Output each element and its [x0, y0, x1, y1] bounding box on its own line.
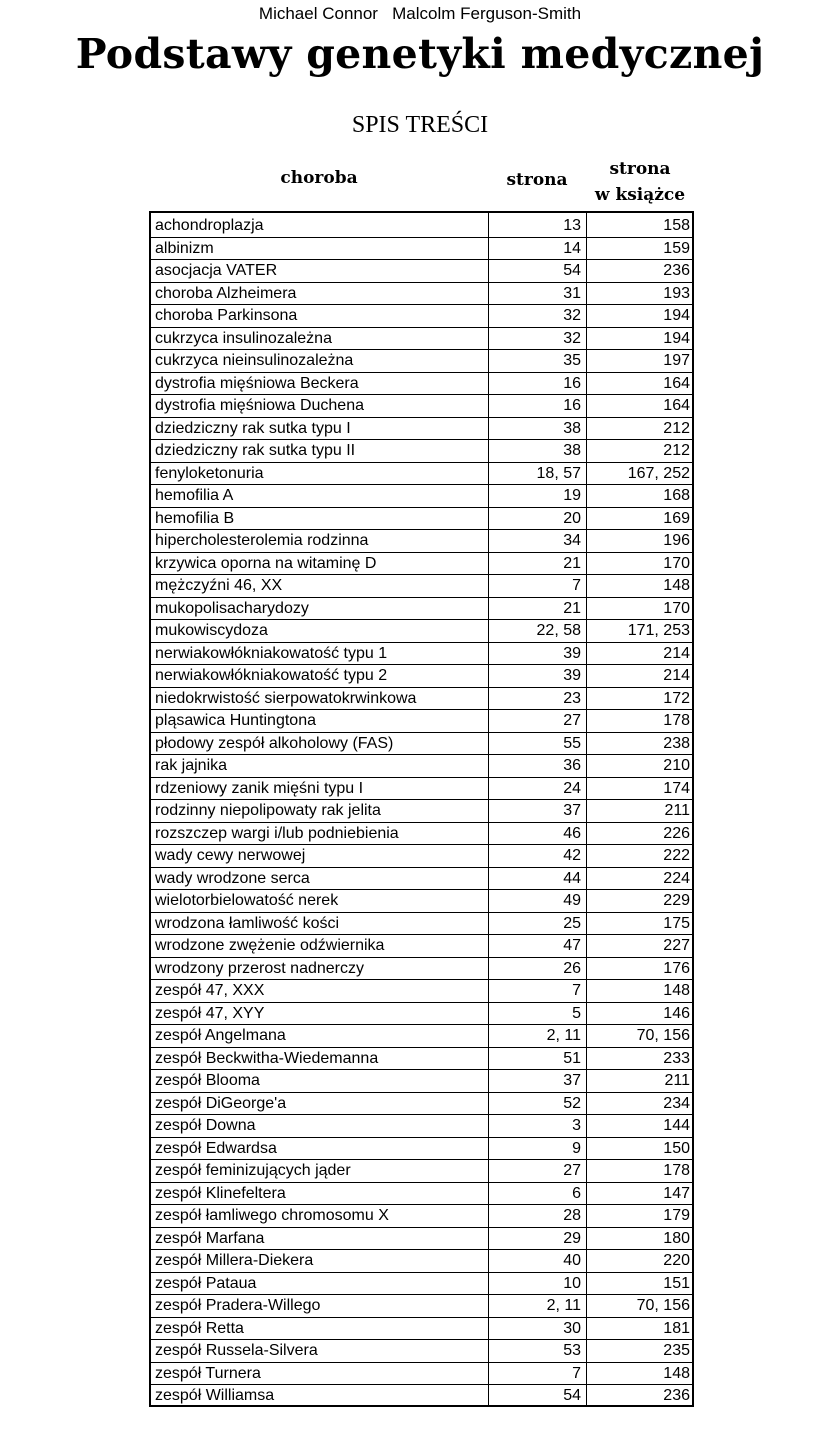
page-number: 20: [563, 509, 581, 527]
table-row: [151, 1205, 692, 1228]
column-header-book-page-line2: w książce: [594, 185, 686, 205]
book-page-number: 220: [663, 1252, 690, 1269]
page-number: 21: [563, 554, 581, 572]
disease-name: zespół feminizujących jąder: [155, 1162, 351, 1179]
book-page-number: 197: [663, 352, 690, 369]
column-header-page: strona: [506, 170, 568, 190]
page-number: 30: [563, 1319, 581, 1337]
column-header-book-page: [586, 156, 694, 208]
disease-name: zespół Millera-Diekera: [155, 1252, 314, 1269]
disease-name: zespół Pradera-Willego: [155, 1297, 321, 1314]
toc-title: SPIS TREŚCI: [351, 112, 489, 138]
disease-name: niedokrwistość sierpowatokrwinkowa: [155, 689, 417, 707]
table-row: [151, 238, 692, 261]
disease-name: krzywica oporna na witaminę D: [155, 554, 377, 572]
page-number: 24: [563, 779, 581, 797]
book-page-number: 170: [663, 599, 690, 617]
table-row: [151, 1273, 692, 1296]
disease-name: rdzeniowy zanik mięśni typu I: [155, 779, 364, 797]
book-page-number: 148: [663, 982, 690, 999]
disease-name: zespół Williamsa: [155, 1387, 275, 1404]
table-row: [151, 373, 692, 396]
authors: Michael Connor Malcolm Ferguson-Smith: [258, 4, 582, 23]
table-row: [151, 1228, 692, 1251]
table-row: [151, 778, 692, 801]
disease-name: zespół Beckwitha-Wiedemanna: [155, 1049, 379, 1067]
table-row: [151, 440, 692, 463]
page-number: 16: [563, 374, 581, 392]
disease-name: pląsawica Huntingtona: [155, 712, 316, 729]
book-page-number: 164: [663, 374, 690, 392]
page-number: 53: [563, 1342, 581, 1359]
book-page-number: 168: [663, 487, 690, 504]
disease-name: albinizm: [155, 239, 214, 257]
page-number: 35: [563, 352, 581, 369]
book-page-number: 212: [663, 442, 690, 459]
disease-name: asocjacja VATER: [155, 262, 278, 279]
table-row: [151, 1025, 692, 1048]
disease-name: zespół Retta: [155, 1319, 244, 1337]
table-row: [151, 215, 692, 238]
disease-name: zespół Angelmana: [155, 1027, 286, 1044]
disease-name: wady wrodzone serca: [155, 869, 310, 887]
book-page-number: 159: [663, 239, 690, 257]
table-row: [151, 710, 692, 733]
book-page-number: 150: [663, 1139, 690, 1157]
page-number: 3: [572, 1117, 581, 1134]
book-page-number: 175: [663, 914, 690, 932]
disease-name: płodowy zespół alkoholowy (FAS): [155, 734, 394, 752]
disease-name: zespół Russela-Silvera: [155, 1342, 318, 1359]
table-row: [151, 485, 692, 508]
disease-name: rodzinny niepolipowaty rak jelita: [155, 802, 381, 819]
book-page-number: 151: [663, 1274, 690, 1292]
page-number: 26: [563, 959, 581, 977]
page-number: 25: [563, 914, 581, 932]
table-row: [151, 733, 692, 756]
book-page-number: 174: [663, 779, 690, 797]
disease-name: zespół Klinefeltera: [155, 1184, 286, 1202]
table-row: [151, 1340, 692, 1363]
book-page-number: 211: [664, 1072, 690, 1089]
book-page-number: 148: [663, 1364, 690, 1382]
disease-name: zespół Downa: [155, 1117, 256, 1134]
page-number: 7: [572, 982, 581, 999]
book-page-number: 147: [663, 1184, 690, 1202]
book-page-number: 235: [663, 1342, 690, 1359]
book-page-number: 193: [663, 284, 690, 302]
page-number: 46: [563, 824, 581, 842]
table-row: [151, 305, 692, 328]
disease-name: dziedziczny rak sutka typu I: [155, 419, 351, 437]
disease-name: dystrofia mięśniowa Duchena: [155, 397, 364, 414]
table-row: [151, 418, 692, 441]
page-number: 51: [563, 1049, 581, 1067]
disease-name: hemofilia A: [155, 487, 234, 504]
disease-name: wrodzone zwężenie odźwiernika: [155, 937, 385, 954]
table-row: [151, 643, 692, 666]
disease-name: mukowiscydoza: [155, 622, 268, 639]
book-page-number: 179: [663, 1207, 690, 1224]
table-row: [151, 800, 692, 823]
table-row: [151, 598, 692, 621]
disease-name: zespół DiGeorge'a: [155, 1094, 287, 1112]
page-number: 18, 57: [536, 464, 581, 482]
page-number: 49: [563, 892, 581, 909]
page-number: 27: [563, 712, 581, 729]
book-page-number: 167, 252: [627, 464, 690, 482]
book-page-number: 214: [663, 667, 690, 684]
book-page-number: 224: [663, 869, 690, 887]
disease-name: wielotorbielowatość nerek: [155, 892, 339, 909]
book-page-number: 178: [663, 712, 690, 729]
book-page-number: 171, 253: [627, 622, 690, 639]
disease-name: zespół Marfana: [155, 1229, 265, 1247]
table-row: [151, 958, 692, 981]
book-page-number: 176: [663, 959, 690, 977]
book-page-number: 211: [664, 802, 690, 819]
page-number: 2, 11: [546, 1027, 581, 1044]
disease-name: zespół Turnera: [155, 1364, 261, 1382]
disease-name: zespół Pataua: [155, 1274, 257, 1292]
table-row: [151, 1093, 692, 1116]
table-row: [151, 1183, 692, 1206]
page-number: 34: [563, 532, 581, 549]
page-number: 32: [563, 329, 581, 347]
book-page-number: 146: [663, 1004, 690, 1022]
table-row: [151, 508, 692, 531]
table-row: [151, 823, 692, 846]
book-page-number: 158: [663, 217, 690, 234]
disease-name: dziedziczny rak sutka typu II: [155, 442, 356, 459]
book-page-number: 233: [663, 1049, 690, 1067]
table-row: [151, 1138, 692, 1161]
page-number: 22, 58: [536, 622, 581, 639]
page-number: 44: [563, 869, 581, 887]
table-row: [151, 913, 692, 936]
table-row: [151, 1318, 692, 1341]
disease-name: nerwiakowłókniakowatość typu 2: [155, 667, 388, 684]
disease-name: mężczyźni 46, XX: [155, 577, 283, 594]
book-page-number: 236: [663, 262, 690, 279]
page-number: 31: [563, 284, 581, 302]
page-number: 19: [563, 487, 581, 504]
page-number: 7: [572, 1364, 581, 1382]
book-page-number: 169: [663, 509, 690, 527]
page-number: 54: [563, 1387, 581, 1404]
page-number: 6: [572, 1184, 581, 1202]
table-row: [151, 283, 692, 306]
disease-name: cukrzyca nieinsulinozależna: [155, 352, 354, 369]
table-row: [151, 1385, 692, 1408]
page-number: 5: [572, 1004, 581, 1022]
page-number: 16: [563, 397, 581, 414]
page-number: 10: [563, 1274, 581, 1292]
disease-name: zespół łamliwego chromosomu X: [155, 1207, 389, 1224]
disease-name: zespół 47, XYY: [155, 1004, 265, 1022]
table-row: [151, 1160, 692, 1183]
book-page-number: 227: [663, 937, 690, 954]
page-number: 47: [563, 937, 581, 954]
table-row: [151, 755, 692, 778]
page-number: 37: [563, 802, 581, 819]
page-number: 39: [563, 667, 581, 684]
column-header-book-page-line1: strona: [609, 159, 671, 179]
page-number: 9: [572, 1139, 581, 1157]
table-row: [151, 935, 692, 958]
page-number: 36: [563, 757, 581, 774]
page-number: 37: [563, 1072, 581, 1089]
table-row: [151, 350, 692, 373]
page-number: 28: [563, 1207, 581, 1224]
book-page-number: 180: [663, 1229, 690, 1247]
table-row: [151, 1003, 692, 1026]
page-number: 29: [563, 1229, 581, 1247]
table-row: [151, 1070, 692, 1093]
page-number: 54: [563, 262, 581, 279]
page-number: 14: [563, 239, 581, 257]
table-row: [151, 868, 692, 891]
book-page-number: 178: [663, 1162, 690, 1179]
column-header-disease: choroba: [280, 168, 358, 188]
page-number: 13: [563, 217, 581, 234]
disease-name: mukopolisacharydozy: [155, 599, 309, 617]
disease-name: wrodzony przerost nadnerczy: [155, 959, 364, 977]
table-row: [151, 980, 692, 1003]
disease-name: zespół Edwardsa: [155, 1139, 277, 1157]
table-row: [151, 665, 692, 688]
book-page-number: 229: [663, 892, 690, 909]
book-page-number: 181: [663, 1319, 690, 1337]
book-page-number: 236: [663, 1387, 690, 1404]
page-number: 52: [563, 1094, 581, 1112]
book-page-number: 238: [663, 734, 690, 752]
page-number: 7: [572, 577, 581, 594]
disease-name: cukrzyca insulinozależna: [155, 329, 332, 347]
table-row: [151, 1115, 692, 1138]
book-page-number: 212: [663, 419, 690, 437]
table-row: [151, 1295, 692, 1318]
disease-name: choroba Alzheimera: [155, 284, 297, 302]
book-page-number: 144: [663, 1117, 690, 1134]
disease-name: wrodzona łamliwość kości: [155, 914, 340, 932]
page-number: 39: [563, 644, 581, 662]
book-page-number: 196: [663, 532, 690, 549]
table-row: [151, 1363, 692, 1386]
disease-name: nerwiakowłókniakowatość typu 1: [155, 644, 388, 662]
disease-name: wady cewy nerwowej: [155, 847, 306, 864]
page-number: 40: [563, 1252, 581, 1269]
book-page-number: 70, 156: [636, 1027, 690, 1044]
disease-name: rak jajnika: [155, 757, 228, 774]
table-row: [151, 553, 692, 576]
page-number: 42: [563, 847, 581, 864]
disease-name: zespół Blooma: [155, 1072, 260, 1089]
book-page-number: 234: [663, 1094, 690, 1112]
table-row: [151, 328, 692, 351]
table-row: [151, 463, 692, 486]
book-page-number: 194: [663, 307, 690, 324]
page-number: 38: [563, 419, 581, 437]
book-page-number: 172: [663, 689, 690, 707]
table-row: [151, 575, 692, 598]
page-number: 21: [563, 599, 581, 617]
page-number: 32: [563, 307, 581, 324]
disease-name: hipercholesterolemia rodzinna: [155, 532, 369, 549]
book-page-number: 148: [663, 577, 690, 594]
book-page-number: 194: [663, 329, 690, 347]
toc-table: [149, 211, 694, 1407]
disease-name: achondroplazja: [155, 217, 264, 234]
book-page-number: 214: [663, 644, 690, 662]
table-rows: [151, 215, 692, 1408]
table-row: [151, 890, 692, 913]
page-number: 27: [563, 1162, 581, 1179]
page-number: 38: [563, 442, 581, 459]
table-row: [151, 530, 692, 553]
page-number: 2, 11: [546, 1297, 581, 1314]
book-page-number: 164: [663, 397, 690, 414]
book-page-number: 210: [663, 757, 690, 774]
book-page-number: 70, 156: [636, 1297, 690, 1314]
table-row: [151, 395, 692, 418]
disease-name: fenyloketonuria: [155, 464, 264, 482]
disease-name: dystrofia mięśniowa Beckera: [155, 374, 359, 392]
table-row: [151, 620, 692, 643]
table-row: [151, 845, 692, 868]
book-page-number: 222: [663, 847, 690, 864]
table-row: [151, 688, 692, 711]
disease-name: choroba Parkinsona: [155, 307, 298, 324]
page-number: 23: [563, 689, 581, 707]
book-page-number: 170: [663, 554, 690, 572]
table-row: [151, 1048, 692, 1071]
book-page-number: 226: [663, 824, 690, 842]
table-row: [151, 1250, 692, 1273]
page-number: 55: [563, 734, 581, 752]
disease-name: rozszczep wargi i/lub podniebienia: [155, 824, 399, 842]
disease-name: hemofilia B: [155, 509, 235, 527]
book-title: Podstawy genetyki medycznej: [75, 30, 765, 78]
table-row: [151, 260, 692, 283]
disease-name: zespół 47, XXX: [155, 982, 265, 999]
